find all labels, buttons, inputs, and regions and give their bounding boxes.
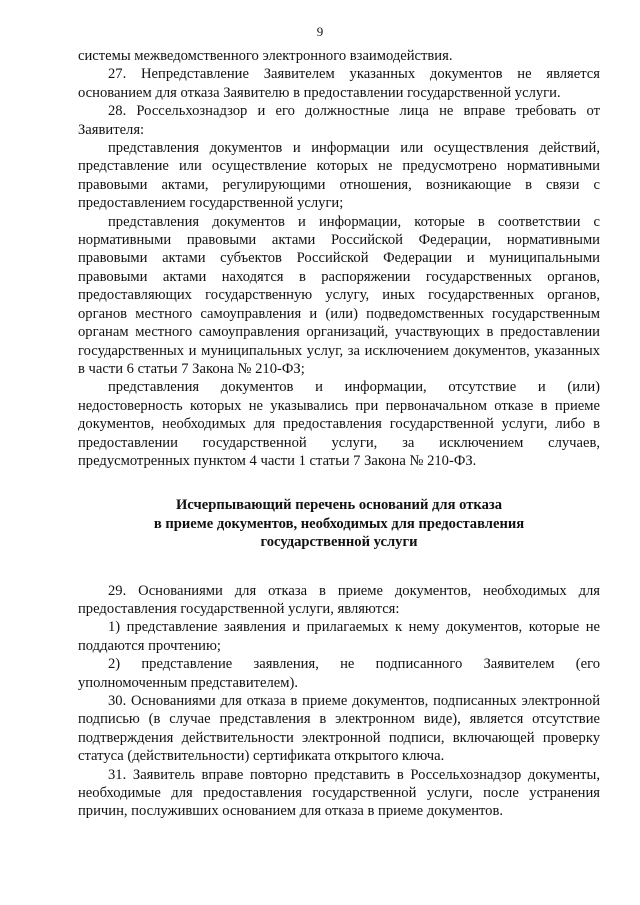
paragraph-29-item-1: 1) представление заявления и прилагаемых к нему документов, которые не поддаются прочтению; [78,619,600,654]
paragraph-27: 27. Непредставление Заявителем указанных документов не является основанием для отказа Заявителю в предоставлении государственной услуги. [78,66,600,101]
heading-line-3: государственной услуги [260,534,418,551]
paragraph-30: 30. Основаниями для отказа в приеме документов, подписанных электронной подписью (в случае представления в электронном виде), является отсутствие подтверждения действительности электронной подписи, включающей проверку статуса (действительности) сертификата открытого ключа. [78,693,600,765]
document-body [78,47,600,821]
paragraph-28-item-3: представления документов и информации, отсутствие и (или) недостоверность которых не указывались при первоначальном отказе в приеме документов, необходимых для предоставления государственной услуги, либо в предоставлении государственной услуги, за исключением случаев, предусмотренных пунктом 4 части 1 статьи 7 Закона № 210-ФЗ. [78,379,600,469]
paragraph-31: 31. Заявитель вправе повторно представить в Россельхознадзор документы, необходимые для предоставления государственной услуги, после устранения причин, послуживших основанием для отказа в приеме документов. [78,766,600,820]
paragraphs-bottom [78,582,600,821]
heading-line-2: в приеме документов, необходимых для предоставления [153,515,525,532]
page-number: 9 [316,24,324,39]
paragraph-29-item-2: 2) представление заявления, не подписанного Заявителем (его уполномоченным представителем). [78,656,600,691]
paragraph-28-item-1: представления документов и информации или осуществления действий, представление или осуществление которых не предусмотрено нормативными правовыми актами, регулирующими отношения, возникающие в связи с предоставлением государственной услуги; [78,140,600,212]
section-heading [78,496,600,551]
heading-line-1: Исчерпывающий перечень оснований для отказа [175,497,503,514]
paragraph-28-item-2: представления документов и информации, которые в соответствии с нормативными правовыми актами Российской Федерации, нормативными правовыми актами субъектов Российской Федерации и муниципальными правовыми актами находятся в распоряжении государственных органов, предоставляющих государственную услугу, иных государственных органов, органов местного самоуправления и (или) подведомственных государственным органам местного самоуправления организаций, участвующих в предоставлении государственных и муниципальных услуг, за исключением документов, указанных в части 6 статьи 7 Закона № 210-ФЗ; [78,213,600,377]
paragraph-28: 28. Россельхознадзор и его должностные лица не вправе требовать от Заявителя: [78,103,600,138]
paragraph: системы межведомственного электронного взаимодействия. [78,48,453,64]
paragraphs-top [78,47,600,470]
paragraph-29: 29. Основаниями для отказа в приеме документов, необходимых для предоставления государственной услуги, являются: [78,582,600,617]
